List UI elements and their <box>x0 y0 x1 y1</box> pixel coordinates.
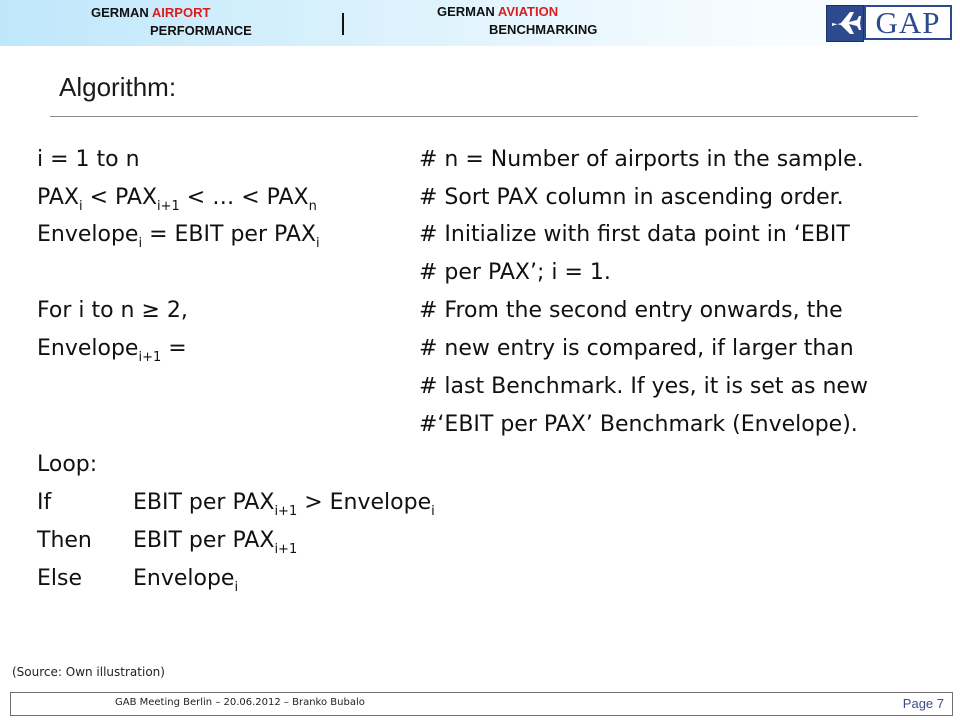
algo-line-4-comment: # per PAX’; i = 1. <box>419 260 611 285</box>
algo-line-6-code: Envelope$_{i+1}$ = <box>37 336 187 365</box>
header-right-accent-word: AVIATION <box>497 4 559 19</box>
algo-line-1-comment: # n = Number of airports in the sample. <box>419 147 864 172</box>
slide-title: Algorithm: <box>59 72 177 102</box>
algo-line-9-code: Loop: <box>37 452 98 477</box>
algo-line-5-code: For i to n ≥ 2, <box>37 298 188 323</box>
source-note: (Source: Own illustration) <box>12 665 165 679</box>
airplane-icon <box>826 5 864 42</box>
footer-bar <box>10 692 953 716</box>
header-left-accent-word: AIRPORT <box>151 5 211 20</box>
algo-line-7-comment: # last Benchmark. If yes, it is set as new <box>419 374 868 399</box>
page-number: Page 7 <box>902 696 944 711</box>
logo-wordmark: GAP <box>864 5 952 40</box>
header-band <box>0 0 960 46</box>
algo-line-3-code: Envelope$_i$ = EBIT per $PAX_i$ <box>37 222 320 251</box>
header-left-word1: GERMAN <box>91 5 152 20</box>
algo-if-condition: EBIT per $PAX_{i+1}$ > Envelope$_i$ <box>133 490 435 519</box>
header-left-line2: PERFORMANCE <box>150 23 252 38</box>
algo-line-1-code: i = 1 to n <box>37 147 140 172</box>
header-left-line1 <box>91 5 210 20</box>
algo-else-keyword: Else <box>37 566 83 591</box>
algo-then-keyword: Then <box>37 528 92 553</box>
algo-line-5-comment: # From the second entry onwards, the <box>419 298 843 323</box>
title-divider <box>50 116 918 117</box>
algo-line-2-comment: # Sort PAX column in ascending order. <box>419 185 844 210</box>
header-right-line2: BENCHMARKING <box>489 22 598 37</box>
header-divider <box>342 13 344 35</box>
gap-logo <box>826 5 954 42</box>
algo-line-3-comment: # Initialize with first data point in ‘EBIT <box>419 222 850 247</box>
header-right-word1: GERMAN <box>437 4 498 19</box>
header-right-line1 <box>437 4 558 19</box>
algo-line-2-code: $PAX_i < PAX_{i+1}$ < … < $PAX_n$ <box>37 185 317 214</box>
footer-meeting-text: GAB Meeting Berlin – 20.06.2012 – Branko Bubalo <box>115 697 365 708</box>
algo-then-expression: EBIT per $PAX_{i+1}$ <box>133 528 298 557</box>
algo-line-6-comment: # new entry is compared, if larger than <box>419 336 854 361</box>
algo-else-expression: Envelope$_i$ <box>133 566 239 595</box>
algo-if-keyword: If <box>37 490 52 515</box>
algo-line-8-comment: #‘EBIT per PAX’ Benchmark (Envelope). <box>419 412 858 437</box>
